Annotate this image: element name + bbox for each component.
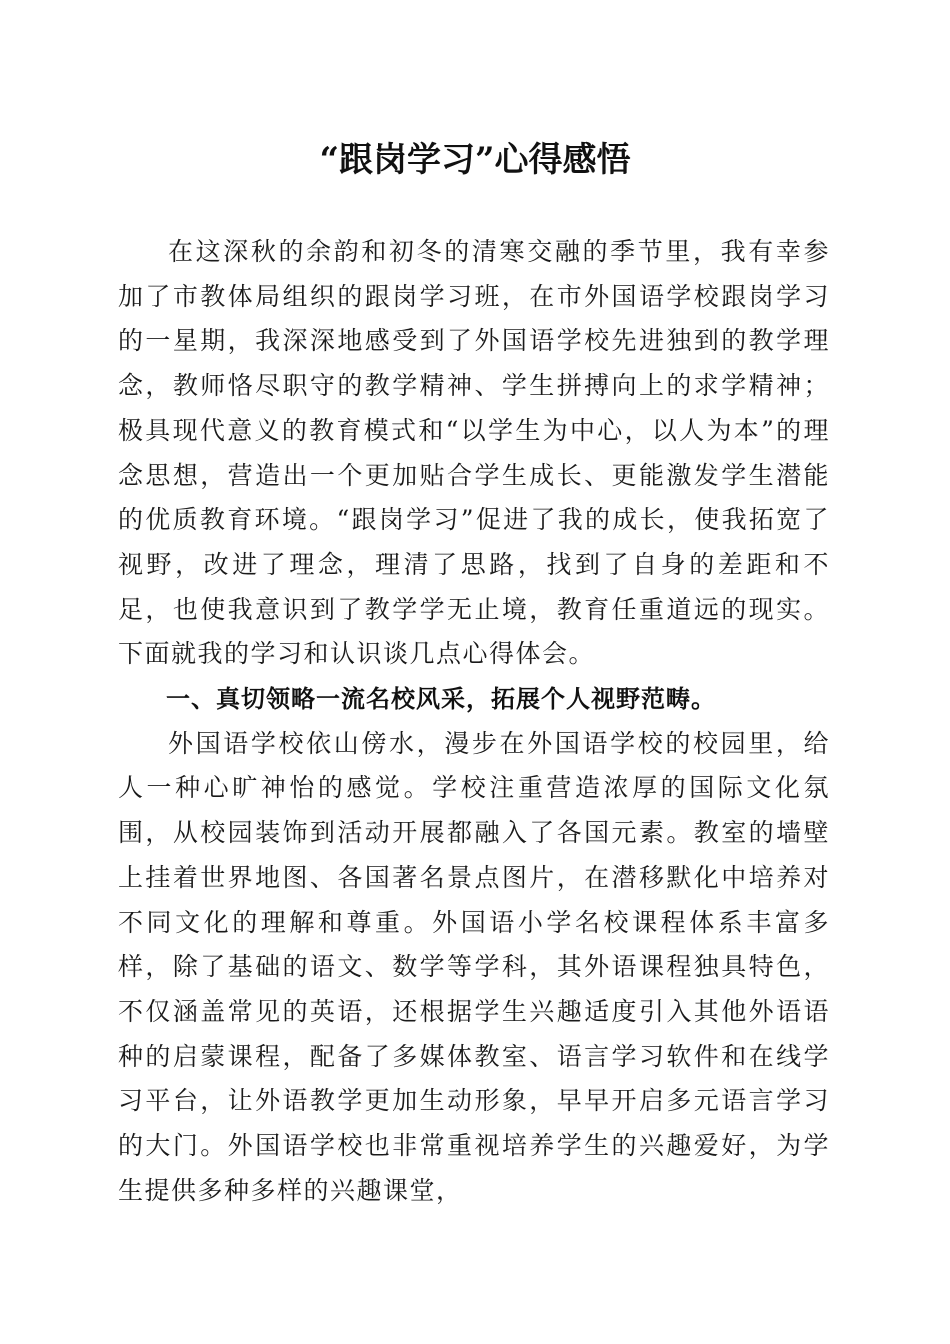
- document-title: “跟岗学习”心得感悟: [319, 140, 631, 180]
- document-body: [118, 230, 830, 1213]
- section-heading: 一、真切领略一流名校风采，拓展个人视野范畴。: [166, 685, 716, 714]
- section-paragraph: 外国语学校依山傍水，漫步在外国语学校的校园里，给人一种心旷神怡的感觉。学校注重营造浓厚的国际文化氛围，从校园装饰到活动开展都融入了各国元素。教室的墙壁上挂着世界地图、各国著名景点图片，在潜移默化中培养对不同文化的理解和尊重。外国语小学名校课程体系丰富多样，除了基础的语文、数学等学科，其外语课程独具特色，不仅涵盖常见的英语，还根据学生兴趣适度引入其他外语语种的启蒙课程，配备了多媒体教室、语言学习软件和在线学习平台，让外语教学更加生动形象，早早开启多元语言学习的大门。外国语学校也非常重视培养学生的兴趣爱好，为学生提供多种多样的兴趣课堂，: [118, 728, 830, 1205]
- intro-paragraph: 在这深秋的余韵和初冬的清寒交融的季节里，我有幸参加了市教体局组织的跟岗学习班，在市外国语学校跟岗学习的一星期，我深深地感受到了外国语学校先进独到的教学理念，教师恪尽职守的教学精神、学生拼搏向上的求学精神；极具现代意义的教育模式和“以学生为中心，以人为本”的理念思想，营造出一个更加贴合学生成长、更能激发学生潜能的优质教育环境。“跟岗学习”促进了我的成长，使我拓宽了视野，改进了理念，理清了思路，找到了自身的差距和不足，也使我意识到了教学学无止境，教育任重道远的现实。下面就我的学习和认识谈几点心得体会。: [118, 237, 830, 669]
